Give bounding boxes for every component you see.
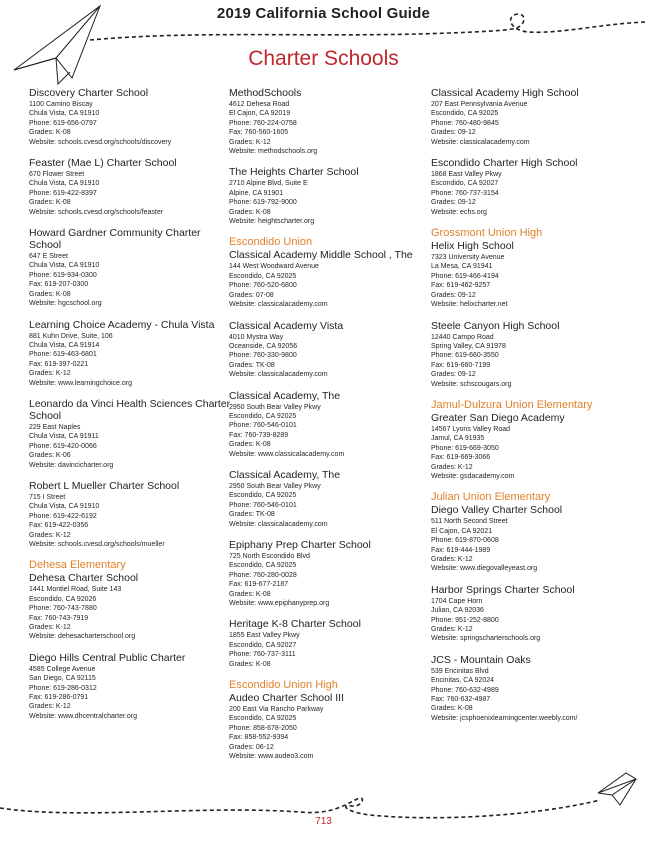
school-detail-line: Escondido, CA 92027 [229,641,297,649]
page-header-title: 2019 California School Guide [216,5,431,22]
school-detail-line: Fax: 858-552-9394 [229,734,289,742]
school-listing [29,480,234,549]
school-detail-line: Fax: 619-207-0300 [29,281,89,289]
school-detail-line: Phone: 619-466-4194 [431,272,499,280]
school-detail-line: 647 E Street [29,253,68,261]
school-detail-line: 200 East Via Rancho Parkway [229,706,324,714]
school-detail-line: Phone: 760-480-9845 [431,119,499,127]
school-website: Website: www.learningchoice.org [29,379,132,387]
column-2 [229,87,434,772]
school-name: Dehesa Charter School [29,572,139,585]
school-listing [229,469,434,529]
school-name: MethodSchools [229,87,302,99]
school-detail-line: Grades: K-08 [29,290,71,298]
school-detail-line: 670 Flower Street [29,171,85,179]
district-heading: Escondido Union [229,236,313,249]
school-name: Classical Academy High School [431,87,579,99]
school-detail-line: Fax: 619-444-1989 [431,546,491,554]
school-name: The Heights Charter School [229,166,359,179]
school-name: Audeo Charter School III [229,692,344,705]
school-detail-line: 2950 South Bear Valley Pkwy [229,403,321,411]
school-detail-line: Phone: 619-463-6801 [29,351,97,359]
school-detail-line: Escondido, CA 92025 [229,272,297,280]
school-detail-line: Fax: 619-660-7199 [431,361,491,369]
school-detail-line: El Cajon, CA 92021 [431,527,493,535]
school-listing [29,559,234,641]
school-detail-line: Fax: 760-632-4987 [431,696,491,704]
district-heading: Dehesa Elementary [29,559,126,572]
school-detail-line: Phone: 619-422-6192 [29,512,97,520]
school-detail-line: Fax: 619-677-2187 [229,581,289,589]
school-name: Heritage K-8 Charter School [229,618,361,631]
school-detail-line: Fax: 619-422-0356 [29,522,89,530]
school-website: Website: heightscharter.org [229,218,315,226]
school-detail-line: Chula Vista, CA 91914 [29,341,100,349]
school-name: Diego Hills Central Public Charter [29,651,186,664]
school-detail-line: Phone: 760-737-3111 [229,651,296,659]
school-detail-line: El Cajon, CA 92019 [229,110,291,118]
school-detail-line: Phone: 951-252-8800 [431,616,499,624]
school-detail-line: Grades: TK-08 [229,361,275,369]
school-detail-line: Fax: 760-560-1605 [229,129,289,137]
school-listing [29,157,234,217]
school-detail-line: 881 Kuhn Drive, Suite, 106 [29,332,113,340]
school-website: Website: www.dhcentralcharter.org [29,712,138,720]
school-website: Website: www.diegovalleyeast.org [431,565,538,573]
school-detail-line: Chula Vista, CA 91910 [29,262,100,270]
district-heading: Escondido Union High [229,679,338,692]
school-website: Website: classicalacademy.com [431,138,530,146]
school-website: Website: schools.cvesd.org/schools/discovery [29,138,172,146]
school-detail-line: Phone: 760-330-9800 [229,352,297,360]
school-listing [229,539,434,608]
school-name: Greater San Diego Academy [431,411,565,424]
school-detail-line: Julian, CA 92036 [431,607,484,615]
school-name: Learning Choice Academy - Chula Vista [29,318,215,331]
school-detail-line: 1855 East Valley Pkwy [229,632,300,640]
school-website: Website: methodschools.org [229,148,318,156]
school-detail-line: Phone: 619-934-0300 [29,271,97,279]
school-name: Leonardo da Vinci Health Sciences Charter School [29,397,231,422]
school-detail-line: 4612 Dehesa Road [229,101,290,108]
school-detail-line: Fax: 619-462-9257 [431,282,491,290]
school-detail-line: Chula Vista, CA 91910 [29,180,100,188]
school-website: Website: schscougars.org [431,380,512,388]
section-title: Charter Schools [248,47,399,70]
school-detail-line: Grades: K-08 [29,129,71,137]
school-detail-line: Escondido, CA 92027 [431,180,499,188]
school-detail-line: 2710 Alpine Blvd, Suite E [229,180,308,188]
school-listing [431,399,636,481]
school-detail-line: Grades: K-12 [29,703,71,711]
school-detail-line: Fax: 760-743-7919 [29,614,89,622]
school-detail-line: 207 East Pennsylvania Avenue [431,101,528,108]
school-listing [431,157,636,217]
school-website: Website: helixcharter.net [431,301,508,309]
school-name: Howard Gardner Community Charter School [29,227,201,252]
school-detail-line: Grades: K-12 [431,463,473,471]
school-detail-line: 7323 University Avenue [431,254,505,262]
school-detail-line: Grades: 09-12 [431,129,476,137]
school-website: Website: jcsphoenixlearningcenter.weebly.com/ [431,714,578,722]
school-listing [431,491,636,573]
school-listing [431,227,636,309]
school-name: Diego Valley Charter School [431,504,563,517]
school-detail-line: Grades: 09-12 [431,291,476,299]
school-detail-line: Phone: 760-520-6800 [229,282,297,290]
school-website: Website: www.epiphanyprep.org [229,600,330,608]
school-listing [29,227,234,308]
school-website: Website: classicalacademy.com [229,301,328,309]
school-website: Website: classicalacademy.com [229,520,328,528]
school-detail-line: Phone: 760-546-0101 [229,501,297,509]
school-website: Website: davincicharter.org [29,461,114,469]
school-listing [29,398,234,470]
school-website: Website: schools.cvesd.org/schools/feaster [29,208,164,216]
school-detail-line: Fax: 619-286-0791 [29,694,89,702]
school-website: Website: www.audeo3.com [229,753,314,761]
school-listing [229,390,434,459]
school-detail-line: Chula Vista, CA 91911 [29,433,99,441]
school-name: Classical Academy, The [229,389,341,402]
school-website: Website: hgcschool.org [29,300,102,308]
school-detail-line: Grades: 09-12 [431,199,476,207]
school-detail-line: Grades: K-12 [29,624,71,632]
school-website: Website: schools.cvesd.org/schools/mueller [29,541,165,548]
school-detail-line: Alpine, CA 91901 [229,189,284,197]
school-detail-line: Phone: 858-678-2050 [229,724,297,732]
school-detail-line: San Diego, CA 92115 [29,675,96,683]
school-detail-line: 1868 East Valley Pkwy [431,171,502,179]
school-name: Feaster (Mae L) Charter School [29,157,177,170]
school-detail-line: 4585 College Avenue [29,665,96,673]
school-detail-line: Escondido, CA 92025 [229,562,297,570]
school-listing [431,654,636,723]
school-listing [29,652,234,721]
school-detail-line: Grades: TK-08 [229,511,275,519]
school-detail-line: 511 North Second Street [431,518,508,526]
school-listing [229,87,434,156]
school-detail-line: Jamul, CA 91935 [431,435,485,443]
school-detail-line: Grades: K-08 [229,441,271,449]
school-name: Classical Academy Vista [229,319,344,332]
school-detail-line: 14567 Lyons Valley Road [431,425,510,433]
school-detail-line: Phone: 619-422-8397 [29,189,97,197]
district-heading: Grossmont Union High [431,227,543,240]
school-detail-line: 725 North Escondido Blvd [229,553,310,560]
school-website: Website: gsdacademy.com [431,472,515,480]
school-detail-line: Fax: 760-739-8289 [229,431,289,439]
school-listing [29,319,234,388]
school-listing [29,87,234,147]
school-detail-line: Phone: 760-546-0101 [229,422,297,430]
school-detail-line: Grades: K-12 [431,626,473,634]
school-detail-line: Phone: 760-743-7880 [29,605,97,613]
school-detail-line: Oceanside, CA 92056 [229,342,298,350]
school-listing [431,87,636,147]
school-detail-line: Phone: 619-286-0312 [29,684,97,692]
school-detail-line: Grades: K-08 [229,660,271,668]
school-website: Website: echs.org [431,208,487,216]
school-detail-line: Phone: 619-660-3550 [431,352,499,360]
school-detail-line: Escondido, CA 92026 [29,595,97,603]
school-detail-line: Spring Valley, CA 91978 [431,342,506,350]
school-detail-line: Grades: K-12 [29,531,71,539]
school-detail-line: 2950 South Bear Valley Pkwy [229,482,321,490]
school-detail-line: Phone: 760-280-0028 [229,571,297,579]
school-detail-line: Grades: K-12 [29,370,71,378]
school-detail-line: 1441 Montiel Road, Suite 143 [29,586,122,594]
school-detail-line: 229 East Naples [29,423,81,431]
school-detail-line: Phone: 760-737-3154 [431,189,499,197]
school-detail-line: 12440 Campo Road [431,333,494,341]
school-website: Website: classicalacademy.com [229,371,328,379]
school-detail-line: Grades: 06-12 [229,743,274,751]
school-listing [229,618,434,669]
school-detail-line: Phone: 619-792-9000 [229,199,297,207]
school-website: Website: dehesacharterschool.org [29,633,136,641]
school-name: Steele Canyon High School [431,319,560,332]
school-website: Website: www.classicalacademy.com [229,450,345,458]
school-detail-line: Escondido, CA 92025 [229,492,297,500]
school-detail-line: 715 I Street [29,493,66,501]
school-name: Epiphany Prep Charter School [229,539,371,551]
school-name: Helix High School [431,240,514,253]
school-detail-line: Grades: 07-08 [229,291,274,299]
school-detail-line: 1100 Camino Biscay [29,101,93,108]
school-detail-line: La Mesa, CA 91941 [431,263,493,271]
school-detail-line: Grades: K-08 [229,590,271,598]
school-detail-line: Encinitas, CA 92024 [431,677,495,685]
school-detail-line: 144 West Woodward Avenue [229,263,319,271]
school-website: Website: springscharterschools.org [431,635,541,643]
school-listing [431,320,636,389]
school-detail-line: Phone: 760-224-0758 [229,119,297,127]
school-name: Discovery Charter School [29,87,149,99]
page-number: 713 [315,816,332,827]
school-listing [229,679,434,761]
school-listing [431,584,636,644]
school-detail-line: 539 Encinitas Blvd [431,667,489,675]
school-name: Escondido Charter High School [431,157,578,170]
school-detail-line: Phone: 760-632-4989 [431,686,499,694]
school-detail-line: Grades: K-12 [431,556,473,563]
school-detail-line: Grades: K-08 [431,705,473,713]
school-detail-line: Phone: 619-420-0066 [29,442,97,450]
school-detail-line: Phone: 619-669-3050 [431,444,499,452]
school-detail-line: Phone: 619-656-0797 [29,119,97,127]
school-detail-line: Grades: K-08 [29,199,71,207]
district-heading: Julian Union Elementary [431,491,551,504]
school-detail-line: Phone: 619-870-0608 [431,537,499,545]
school-detail-line: 4010 Mystra Way [229,333,284,341]
school-name: Robert L Mueller Charter School [29,479,180,492]
school-detail-line: Grades: K-06 [29,452,71,460]
school-detail-line: Fax: 619-669-3066 [431,454,491,462]
school-name: Classical Academy, The [229,468,341,481]
school-detail-line: Fax: 619-397-0221 [29,360,89,368]
column-3 [431,87,636,733]
school-name: Classical Academy Middle School , The [229,249,413,262]
school-detail-line: Grades: K-08 [229,208,271,216]
school-detail-line: Grades: 09-12 [431,371,476,379]
school-detail-line: Escondido, CA 92025 [229,412,297,420]
school-detail-line: Chula Vista, CA 91910 [29,110,100,118]
school-listing [229,236,434,309]
school-listing [229,320,434,380]
school-listing [229,166,434,226]
district-heading: Jamul-Dulzura Union Elementary [431,398,593,411]
paper-plane-icon [598,773,636,805]
school-detail-line: Escondido, CA 92025 [229,715,297,723]
school-detail-line: 1704 Cape Horn [431,597,483,605]
column-1 [29,87,234,731]
school-detail-line: Escondido, CA 92025 [431,110,499,118]
school-name: Harbor Springs Charter School [431,583,575,596]
school-name: JCS - Mountain Oaks [431,653,531,666]
school-detail-line: Grades: K-12 [229,138,271,146]
school-detail-line: Chula Vista, CA 91910 [29,503,100,511]
